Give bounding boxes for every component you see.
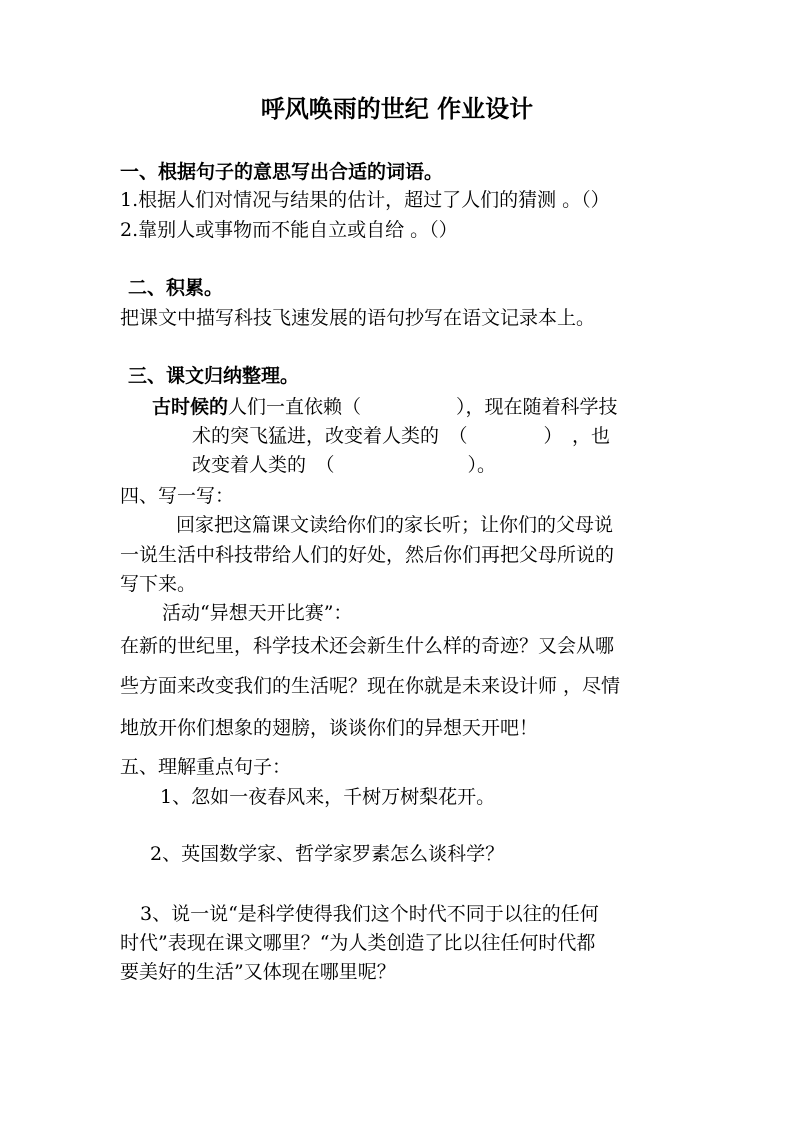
section4-paragraph2-line2: 些方面来改变我们的生活呢？现在你就是未来设计师 ，尽情 [120, 675, 621, 697]
section4-paragraph1-line1: 回家把这篇课文读给你们的家长听；让你们的父母说 [176, 514, 614, 536]
section5-sentence-3-line2: 时代”表现在课文哪里？“为人类创造了比以往任何时代都 [120, 932, 596, 954]
section3-line-2: 术的突飞猛进，改变着人类的 （ ） ，也 [192, 425, 611, 447]
section2-heading: 二、积累。 [128, 277, 224, 299]
section5-sentence-2: 2、英国数学家、哲学家罗素怎么谈科学？ [150, 843, 505, 865]
section4-paragraph1-line2: 一说生活中科技带给人们的好处，然后你们再把父母所说的 [120, 544, 615, 566]
section1-heading: 一、根据句子的意思写出合适的词语。 [120, 161, 444, 183]
section3-line-1 [152, 395, 618, 419]
section4-heading: 四、写一写： [120, 485, 235, 507]
section1-question-1: 1.根据人们对情况与结果的估计，超过了人们的猜测 。（） [120, 189, 610, 211]
section4-paragraph2-line3: 地放开你们想象的翅膀，谈谈你们的异想天开吧！ [120, 717, 539, 739]
section5-sentence-3-line3: 要美好的生活”又体现在哪里呢？ [120, 961, 396, 983]
section1-question-2: 2.靠别人或事物而不能自立或自给 。（） [120, 219, 458, 241]
section3-line-1-bold: 古时候的 [152, 396, 229, 418]
section3-heading: 三、课文归纳整理。 [128, 365, 300, 387]
section4-paragraph2-line1: 在新的世纪里，科学技术还会新生什么样的奇迹？又会从哪 [120, 635, 615, 657]
section5-sentence-1: 1、忽如一夜春风来，千树万树梨花开。 [160, 786, 496, 808]
section4-paragraph1-line3: 写下来。 [120, 573, 197, 595]
section4-activity: 活动“异想天开比赛”： [162, 602, 353, 624]
section3-line-3: 改变着人类的 （ ）。 [192, 454, 497, 476]
page-title: 呼风唤雨的世纪 作业设计 [260, 94, 534, 123]
section3-line-1-rest: 人们一直依赖（ ），现在随着科学技 [228, 396, 618, 418]
section2-text: 把课文中描写科技飞速发展的语句抄写在语文记录本上。 [120, 307, 596, 329]
section5-heading: 五、理解重点句子： [120, 756, 292, 778]
section5-sentence-3-line1: 3、说一说“是科学使得我们这个时代不同于以往的任何 [140, 903, 599, 925]
